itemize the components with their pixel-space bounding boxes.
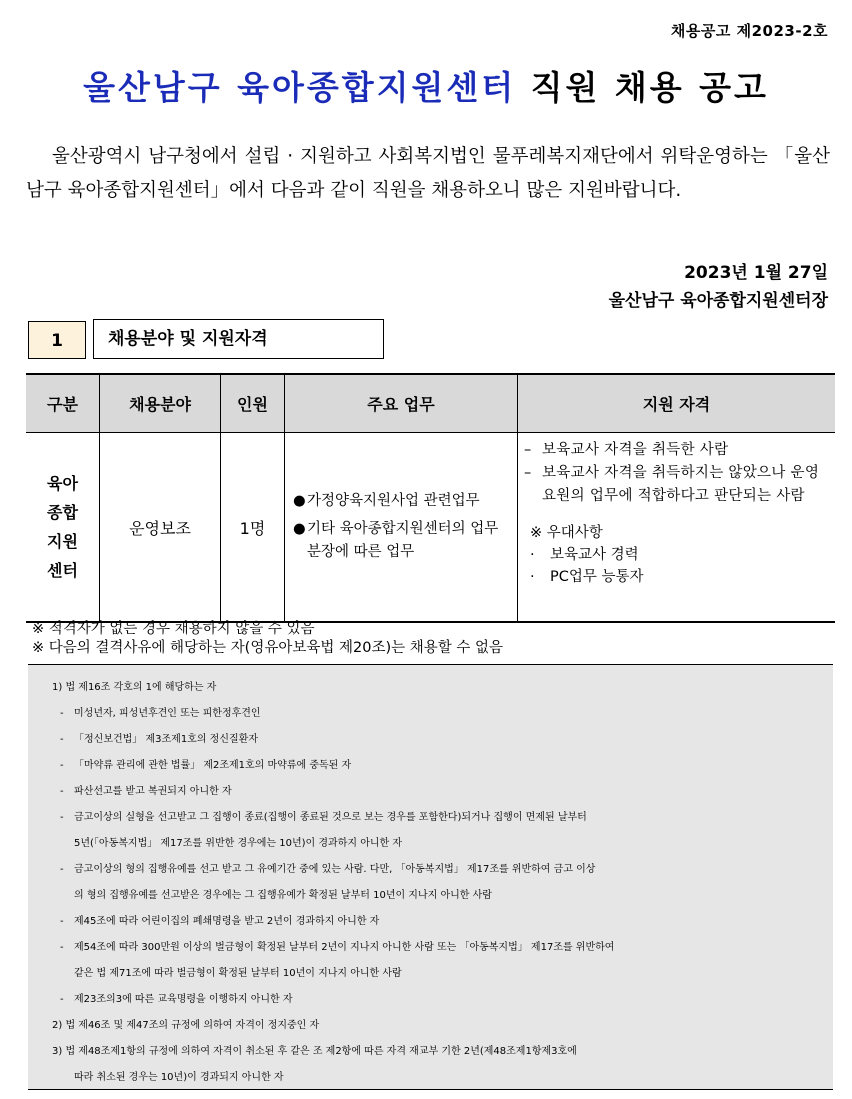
- qualification-text: 보육교사 자격을 취득하지는 않았으나 운영요원의 업무에 적합하다고 판단되는 사람: [542, 465, 820, 504]
- bullet-icon: ●: [293, 493, 306, 509]
- preference-text: PC업무 능통자: [550, 569, 644, 585]
- disq-text: 제45조에 따라 어린이집의 폐쇄명령을 받고 2년이 경과하지 아니한 자: [74, 916, 380, 927]
- division-cell: [26, 433, 100, 623]
- duty-text: 기타 육아종합지원센터의 업무분장에 따른 업무: [307, 521, 499, 560]
- disq-subitem: [28, 909, 833, 935]
- dash-icon: -: [60, 734, 64, 745]
- disq-continuation: 의 형의 집행유예를 선고받은 경우에는 그 집행유예가 확정된 날부터 10년이 지나지 아니한 사람: [74, 890, 492, 901]
- qualification-text: 보육교사 자격을 취득한 사람: [542, 442, 729, 458]
- duty-item: [291, 490, 511, 513]
- note-line: ※ 적격자가 없는 경우 채용하지 않을 수 있음: [32, 621, 315, 637]
- dash-icon: -: [60, 786, 64, 797]
- disq-item: 1) 법 제16조 각호의 1에 해당하는 자: [52, 682, 217, 693]
- dash-icon: -: [60, 812, 64, 823]
- bullet-icon: ●: [293, 521, 306, 537]
- disq-text: 「정신보건법」 제3조제1호의 정신질환자: [74, 734, 258, 745]
- title-notice: 직원 채용 공고: [530, 68, 769, 107]
- disq-text: 파산선고를 받고 복권되지 아니한 자: [74, 786, 232, 797]
- count-cell: 1명: [221, 433, 285, 623]
- disq-text: 제23조의3에 따른 교육명령을 이행하지 아니한 자: [74, 994, 293, 1005]
- division-line: 종합: [47, 503, 78, 522]
- page-title: [0, 62, 852, 109]
- disq-text: 미성년자, 피성년후견인 또는 피한정후견인: [74, 708, 261, 719]
- disq-subitem: [28, 805, 833, 831]
- disq-subitem: [28, 987, 833, 1013]
- section-number: 1: [28, 321, 86, 359]
- header-qualifications: 지원 자격: [518, 374, 836, 433]
- header-field: 채용분야: [100, 374, 221, 433]
- recruitment-table: [26, 373, 835, 623]
- dash-icon: -: [60, 864, 64, 875]
- disq-subitem: [28, 701, 833, 727]
- dash-icon: –: [524, 442, 532, 458]
- disq-continuation: 따라 취소된 경우는 10년)이 경과되지 아니한 자: [74, 1072, 284, 1083]
- duties-cell: [285, 433, 518, 623]
- disq-subitem: [28, 753, 833, 779]
- duty-text: 가정양육지원사업 관련업무: [307, 493, 480, 509]
- header-duties: 주요 업무: [285, 374, 518, 433]
- division-line: 지원: [47, 532, 78, 551]
- notice-date: 2023년 1월 27일: [684, 263, 828, 283]
- section-title: 채용분야 및 지원자격: [93, 319, 384, 359]
- header-division: 구분: [26, 374, 100, 433]
- qualification-item: [524, 439, 829, 462]
- preference-text: 보육교사 경력: [550, 547, 639, 563]
- disq-subitem: [28, 779, 833, 805]
- note-line: ※ 다음의 결격사유에 해당하는 자(영유아보육법 제20조)는 채용할 수 없음: [32, 640, 503, 656]
- header-count: 인원: [221, 374, 285, 433]
- duty-item: [291, 518, 511, 564]
- disq-item: 2) 법 제46조 및 제47조의 규정에 의하여 자격이 정지중인 자: [52, 1020, 320, 1031]
- notes: [32, 620, 503, 658]
- disq-text: 제54조에 따라 300만원 이상의 벌금형이 확정된 날부터 2년이 지나지 아니한 사람 또는 「아동복지법」 제17조를 위반하여: [74, 942, 615, 953]
- division-line: 육아: [47, 474, 78, 493]
- disq-subitem: [28, 935, 833, 961]
- preference-item: [524, 544, 829, 566]
- disqualification-box: [28, 664, 833, 1090]
- issuer: 울산남구 육아종합지원센터장: [608, 291, 828, 311]
- dash-icon: -: [60, 708, 64, 719]
- intro-paragraph: 울산광역시 남구청에서 설립 · 지원하고 사회복지법인 물푸레복지재단에서 위탁운영하는 「울산남구 육아종합지원센터」에서 다음과 같이 직원을 채용하오니 많은 지원바랍니다.: [26, 146, 830, 201]
- qualification-item: [524, 462, 829, 508]
- disq-text: 「마약류 관리에 관한 법률」 제2조제1호의 마약류에 중독된 자: [74, 760, 352, 771]
- middle-dot-icon: ·: [530, 547, 535, 563]
- disq-continuation: 5년(「아동복지법」 제17조를 위반한 경우에는 10년)이 경과하지 아니한 자: [74, 838, 403, 849]
- disq-text: 금고이상의 형의 집행유예를 선고 받고 그 유예기간 중에 있는 사람. 다만, 「아동복지법」 제17조를 위반하여 금고 이상: [74, 864, 596, 875]
- disq-continuation: 같은 법 제71조에 따라 벌금형이 확정된 날부터 10년이 지나지 아니한 사람: [74, 968, 402, 979]
- dash-icon: -: [60, 916, 64, 927]
- preference-item: [524, 566, 829, 588]
- disq-item: 3) 법 제48조제1항의 규정에 의하여 자격이 취소된 후 같은 조 제2항에 따른 자격 재교부 기한 2년(제48조제1항제3호에: [52, 1046, 577, 1057]
- disq-subitem: [28, 857, 833, 883]
- notice-number: 채용공고 제2023-2호: [670, 22, 828, 40]
- table-header-row: [26, 374, 835, 433]
- dash-icon: -: [60, 994, 64, 1005]
- dash-icon: -: [60, 942, 64, 953]
- dash-icon: -: [60, 760, 64, 771]
- disq-text: 금고이상의 실형을 선고받고 그 집행이 종료(집행이 종료된 것으로 보는 경우를 포함한다)되거나 집행이 면제된 날부터: [74, 812, 587, 823]
- division-line: 센터: [47, 561, 78, 580]
- middle-dot-icon: ·: [530, 569, 535, 585]
- title-center-name: 울산남구 육아종합지원센터: [83, 68, 517, 107]
- preference-heading: ※ 우대사항: [530, 525, 603, 541]
- qualifications-cell: [518, 433, 836, 623]
- table-row: [26, 433, 835, 623]
- disq-subitem: [28, 727, 833, 753]
- dash-icon: –: [524, 465, 532, 481]
- field-cell: 운영보조: [100, 433, 221, 623]
